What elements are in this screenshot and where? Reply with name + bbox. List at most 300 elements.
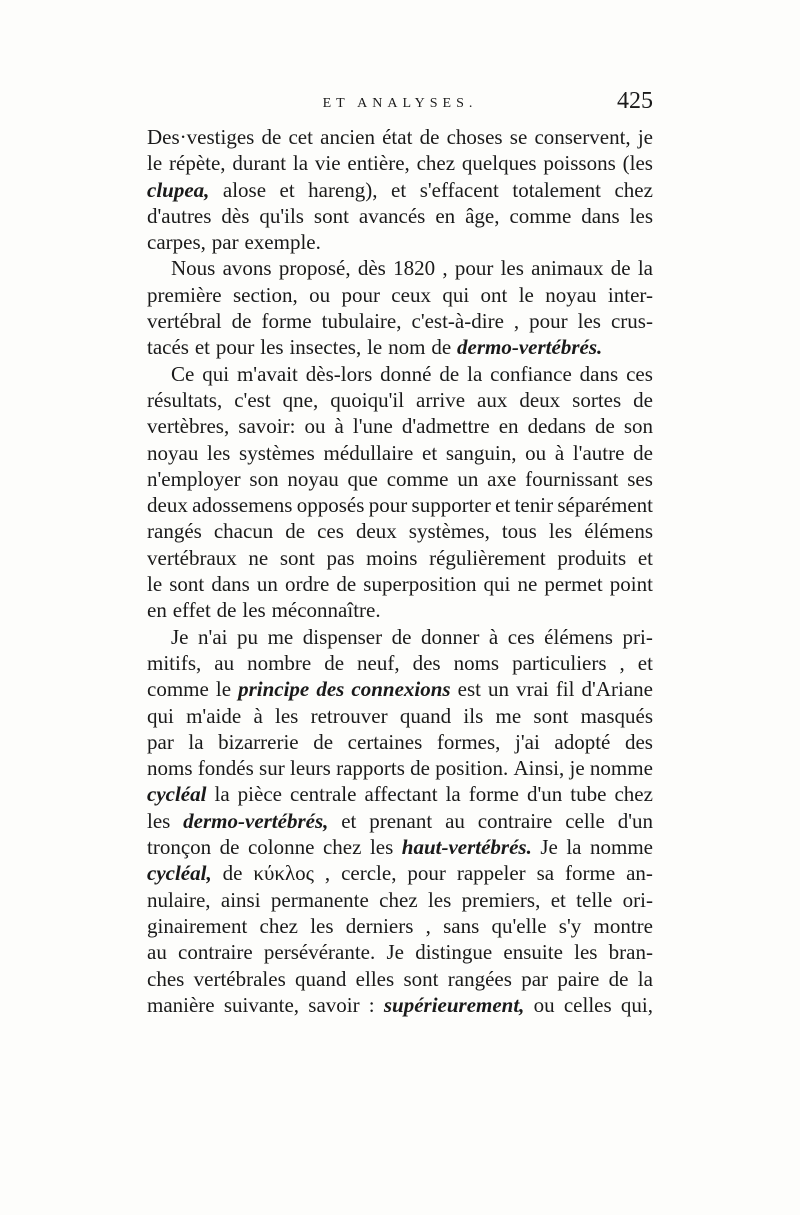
- word: chez: [416, 151, 456, 176]
- text-line: [147, 545, 653, 571]
- word: cycléal,: [147, 861, 212, 886]
- word: pri-: [622, 624, 653, 649]
- word: la: [467, 361, 483, 386]
- word: le: [147, 151, 163, 176]
- word: noyau: [287, 466, 339, 491]
- page-number: 425: [617, 88, 653, 114]
- text-line: [147, 124, 653, 150]
- text-line: [147, 255, 653, 281]
- word: les: [260, 335, 284, 360]
- word: sur: [259, 756, 285, 781]
- text-line: [147, 676, 653, 702]
- word: n'employer: [147, 466, 241, 491]
- text-line: [147, 334, 653, 360]
- word: rangées: [447, 966, 512, 991]
- word: pour: [368, 493, 408, 518]
- text-line: [147, 440, 653, 466]
- text-line: [147, 650, 653, 676]
- word: les: [574, 940, 598, 965]
- word: en: [147, 598, 167, 623]
- word: ou: [533, 992, 555, 1017]
- word: animaux: [531, 256, 604, 281]
- word: au: [147, 940, 167, 965]
- word: la: [637, 966, 653, 991]
- word: nomme: [589, 756, 653, 781]
- word: Ainsi,: [513, 756, 565, 781]
- word: exemple.: [244, 230, 321, 255]
- word: de: [216, 598, 237, 623]
- word: pour: [529, 309, 568, 334]
- word: son: [623, 414, 653, 439]
- word: les: [500, 256, 524, 281]
- word: savoir:: [238, 414, 296, 439]
- word: hareng),: [308, 177, 378, 202]
- word: de: [391, 624, 412, 649]
- word: contraire: [477, 808, 553, 833]
- word: carpes,: [147, 230, 206, 255]
- word: celle: [565, 808, 605, 833]
- word: de: [231, 309, 252, 334]
- word: ou: [304, 414, 326, 439]
- word: moins: [366, 545, 418, 570]
- word: poissons: [543, 151, 616, 176]
- word: d'un: [526, 782, 563, 807]
- word: les: [207, 440, 231, 465]
- word: s'y: [558, 913, 582, 938]
- word: entière,: [347, 151, 410, 176]
- body-text: [147, 124, 653, 1018]
- word: manière: [147, 992, 215, 1017]
- word: d'autres: [147, 203, 212, 228]
- word: noyau: [545, 282, 597, 307]
- word: qui,: [620, 992, 653, 1017]
- word: Ce: [171, 361, 195, 386]
- text-line: [147, 466, 653, 492]
- word: contraire: [178, 940, 253, 965]
- word: le: [518, 282, 534, 307]
- word: principe: [238, 677, 310, 702]
- word: par: [521, 966, 549, 991]
- word: tubulaire,: [321, 309, 402, 334]
- word: 1820: [393, 256, 436, 281]
- word: elles: [355, 966, 395, 991]
- word: ont: [480, 282, 508, 307]
- word: le: [367, 335, 383, 360]
- text-line: [147, 729, 653, 755]
- word: crus-: [610, 309, 653, 334]
- word: dedans: [527, 414, 586, 439]
- word: par: [147, 729, 174, 754]
- running-head: [147, 88, 653, 124]
- word: ces: [507, 624, 535, 649]
- word: distingue: [415, 940, 493, 965]
- text-line: [147, 361, 653, 387]
- word: et: [194, 335, 211, 360]
- word: dispenser: [302, 624, 383, 649]
- word: chez: [614, 782, 653, 807]
- word: Je: [386, 940, 404, 965]
- word: sont: [533, 703, 569, 728]
- word: savoir: [308, 992, 360, 1017]
- word: rappeler: [456, 861, 526, 886]
- word: les: [310, 913, 334, 938]
- text-line: [147, 203, 653, 229]
- word: premiers,: [461, 887, 541, 912]
- word: état: [382, 125, 413, 149]
- word: position.: [435, 756, 509, 781]
- word: se: [509, 125, 528, 149]
- word: ,: [324, 861, 331, 886]
- word: forme: [565, 861, 616, 886]
- word: paire: [557, 966, 600, 991]
- word: d'Ariane: [581, 677, 653, 702]
- word: ancien: [320, 125, 375, 149]
- text-line: [147, 755, 653, 781]
- text-line: [147, 229, 653, 255]
- word: rangés: [147, 519, 202, 544]
- word: ou: [525, 440, 547, 465]
- word: qui: [442, 282, 470, 307]
- word: comme: [147, 677, 209, 702]
- word: ,: [425, 913, 431, 938]
- word: que: [347, 466, 378, 491]
- word: je: [569, 756, 585, 781]
- word: la: [637, 256, 653, 281]
- word: haut-vertébrés.: [401, 835, 532, 860]
- word: neuf,: [357, 650, 400, 675]
- word: deux: [519, 387, 561, 412]
- word: répète,: [169, 151, 226, 176]
- word: ne: [248, 545, 269, 570]
- word: supérieurement,: [383, 992, 525, 1017]
- text-line: [147, 781, 653, 807]
- word: effet: [172, 598, 211, 623]
- word: retrouver: [310, 703, 388, 728]
- word: sans: [443, 913, 480, 938]
- word: alose: [222, 177, 267, 202]
- word: chez: [614, 177, 653, 202]
- word: de: [633, 440, 653, 465]
- word: et: [637, 650, 653, 675]
- word: et: [422, 440, 438, 465]
- word: de: [419, 125, 440, 149]
- word: permet: [544, 572, 603, 597]
- word: particuliers: [512, 650, 607, 675]
- word: rapports: [336, 756, 405, 781]
- word: quelques: [461, 151, 537, 176]
- word: chacun: [213, 519, 274, 544]
- word: celles: [563, 992, 612, 1017]
- word: nombre: [247, 650, 312, 675]
- word: de: [219, 835, 240, 860]
- word: quand: [295, 966, 347, 991]
- word: et: [637, 545, 653, 570]
- word: ou: [309, 282, 331, 307]
- word: de: [431, 335, 452, 360]
- word: de: [608, 966, 629, 991]
- word: résultats,: [147, 387, 223, 412]
- word: confiance: [490, 361, 572, 386]
- word: régulièrement: [429, 545, 546, 570]
- word: aux: [477, 387, 508, 412]
- word: nom: [388, 335, 426, 360]
- word: ses: [627, 466, 653, 491]
- word: de: [313, 729, 334, 754]
- word: sa: [536, 861, 555, 886]
- word: bizarrerie: [218, 729, 299, 754]
- word: vertèbres,: [147, 414, 230, 439]
- word: suivante,: [223, 992, 300, 1017]
- word: comme: [509, 203, 572, 228]
- word: insectes,: [289, 335, 362, 360]
- word: chez: [259, 913, 298, 938]
- word: la: [214, 782, 230, 807]
- word: Des·vestiges: [147, 125, 255, 149]
- text-line: [147, 834, 653, 860]
- word: donner: [421, 624, 480, 649]
- word: m'avait: [236, 361, 298, 386]
- word: de: [324, 650, 345, 675]
- word: supporter: [411, 493, 491, 518]
- word: à: [488, 624, 499, 649]
- word: nomme: [590, 835, 653, 860]
- word: dès-lors: [305, 361, 373, 386]
- word: Nous: [171, 256, 216, 281]
- word: qu'elle: [491, 913, 547, 938]
- word: axe: [487, 466, 517, 491]
- word: fournissant: [525, 466, 619, 491]
- word: la: [188, 729, 204, 754]
- word: (les: [622, 151, 653, 176]
- word: la: [445, 782, 461, 807]
- word: de: [222, 861, 243, 886]
- word: de: [594, 414, 615, 439]
- word: dermo-vertébrés.: [457, 335, 603, 360]
- word: et: [495, 493, 511, 518]
- word: forme: [261, 309, 312, 334]
- text-line: [147, 150, 653, 176]
- word: et: [391, 177, 407, 202]
- word: j'ai: [515, 729, 540, 754]
- word: ches: [147, 966, 185, 991]
- word: fil: [555, 677, 575, 702]
- word: en: [435, 203, 456, 228]
- word: sortes: [572, 387, 622, 412]
- word: point: [609, 572, 653, 597]
- word: les: [427, 887, 452, 912]
- word: an-: [626, 861, 653, 886]
- text-line: [147, 308, 653, 334]
- word: quand: [399, 703, 452, 728]
- text-line: [147, 703, 653, 729]
- text-line: [147, 939, 653, 965]
- word: systèmes: [239, 440, 315, 465]
- word: donné: [380, 361, 432, 386]
- word: ,: [442, 256, 448, 281]
- text-line: [147, 177, 653, 203]
- word: qne,: [282, 387, 319, 412]
- word: à: [334, 414, 344, 439]
- word: vie: [314, 151, 341, 176]
- word: ensuite: [503, 940, 563, 965]
- word: tacés: [147, 335, 189, 360]
- word: l'autre: [572, 440, 625, 465]
- word: prenant: [369, 808, 433, 833]
- text-line: [147, 492, 653, 518]
- word: ordre: [284, 572, 330, 597]
- text-line: [147, 860, 653, 886]
- word: persévérante.: [263, 940, 376, 965]
- word: pour: [215, 335, 255, 360]
- word: ces: [626, 361, 653, 386]
- word: l'une: [352, 414, 393, 439]
- text-line: [147, 518, 653, 544]
- word: dès: [221, 203, 250, 228]
- word: quoiqu'il: [330, 387, 405, 412]
- word: les: [242, 598, 266, 623]
- word: comme: [386, 466, 449, 491]
- word: des: [412, 650, 441, 675]
- word: sont: [313, 203, 349, 228]
- word: au: [214, 650, 235, 675]
- word: c'est: [234, 387, 271, 412]
- word: derniers: [345, 913, 414, 938]
- word: dermo-vertébrés,: [183, 808, 329, 833]
- word: dans: [581, 203, 620, 228]
- word: son: [249, 466, 279, 491]
- word: ainsi: [220, 887, 261, 912]
- word: totalement: [512, 177, 601, 202]
- running-title: ET ANALYSES.: [322, 96, 478, 111]
- text-line: [147, 597, 653, 623]
- word: les: [147, 808, 171, 833]
- word: je: [637, 125, 653, 149]
- word: choses: [446, 125, 503, 149]
- word: qui: [202, 361, 230, 386]
- text-line: [147, 992, 653, 1018]
- word: vertébraux: [147, 545, 237, 570]
- word: avons: [222, 256, 272, 281]
- word: médullaire: [323, 440, 414, 465]
- word: d'un: [617, 808, 653, 833]
- text-line: [147, 571, 653, 597]
- text-line: [147, 387, 653, 413]
- word: de: [410, 756, 430, 781]
- text-line: [147, 966, 653, 992]
- word: ori-: [622, 887, 653, 912]
- word: les: [548, 519, 573, 544]
- word: en: [498, 414, 519, 439]
- word: :: [368, 992, 375, 1017]
- word: un: [256, 572, 278, 597]
- word: des: [316, 677, 345, 702]
- word: fondés: [197, 756, 254, 781]
- word: ,: [619, 650, 625, 675]
- word: chez: [379, 887, 418, 912]
- word: telle: [576, 887, 613, 912]
- word: la: [292, 151, 309, 176]
- word: et: [550, 887, 566, 912]
- word: la: [566, 835, 582, 860]
- word: au: [445, 808, 465, 833]
- word: arrive: [416, 387, 466, 412]
- word: inter-: [607, 282, 653, 307]
- word: deux: [355, 519, 397, 544]
- word: adossemens: [192, 493, 293, 518]
- word: les: [629, 203, 653, 228]
- word: séparément: [557, 493, 653, 518]
- word: ces: [317, 519, 344, 544]
- word: pour: [341, 282, 380, 307]
- word: s'effacent: [419, 177, 499, 202]
- word: de: [336, 572, 357, 597]
- word: connexions: [351, 677, 451, 702]
- word: tenir: [514, 493, 554, 518]
- word: dès: [357, 256, 386, 281]
- word: vrai: [516, 677, 549, 702]
- word: produits: [557, 545, 627, 570]
- word: ils: [463, 703, 484, 728]
- word: Je: [540, 835, 558, 860]
- word: c'est-à-dire: [411, 309, 504, 334]
- word: de: [610, 256, 631, 281]
- word: noms: [147, 756, 193, 781]
- word: première: [147, 282, 222, 307]
- word: deux: [147, 493, 188, 518]
- word: proposé,: [278, 256, 351, 281]
- word: de: [633, 387, 653, 412]
- word: noyau: [147, 440, 199, 465]
- word: vertébrales: [193, 966, 286, 991]
- word: méconnaître.: [271, 598, 381, 623]
- word: tous: [501, 519, 537, 544]
- word: adopté: [554, 729, 611, 754]
- text-line: [147, 913, 653, 939]
- word: colonne: [247, 835, 315, 860]
- word: un: [488, 677, 510, 702]
- word: ceux: [391, 282, 431, 307]
- word: clupea,: [147, 177, 210, 202]
- word: pour: [454, 256, 494, 281]
- word: montre: [593, 913, 653, 938]
- word: des: [624, 729, 653, 754]
- word: de: [261, 125, 282, 149]
- word: mitifs,: [147, 650, 202, 675]
- word: d'admettre: [401, 414, 490, 439]
- word: m'aide: [186, 703, 242, 728]
- word: superposition: [363, 572, 477, 597]
- word: pu: [237, 624, 259, 649]
- word: κύκλος: [253, 861, 314, 886]
- word: permanente: [270, 887, 369, 912]
- word: affectant: [364, 782, 438, 807]
- word: sont: [279, 545, 315, 570]
- word: tronçon: [147, 835, 212, 860]
- text-line: [147, 282, 653, 308]
- word: les: [369, 835, 394, 860]
- word: qui: [147, 703, 174, 728]
- word: de: [285, 519, 306, 544]
- word: qu'ils: [259, 203, 304, 228]
- word: élémens: [544, 624, 613, 649]
- word: masqués: [580, 703, 653, 728]
- word: avancés: [358, 203, 426, 228]
- word: sanguin,: [445, 440, 517, 465]
- word: ginairement: [147, 913, 248, 938]
- text-line: [147, 413, 653, 439]
- word: durant: [232, 151, 287, 176]
- word: sont: [169, 572, 205, 597]
